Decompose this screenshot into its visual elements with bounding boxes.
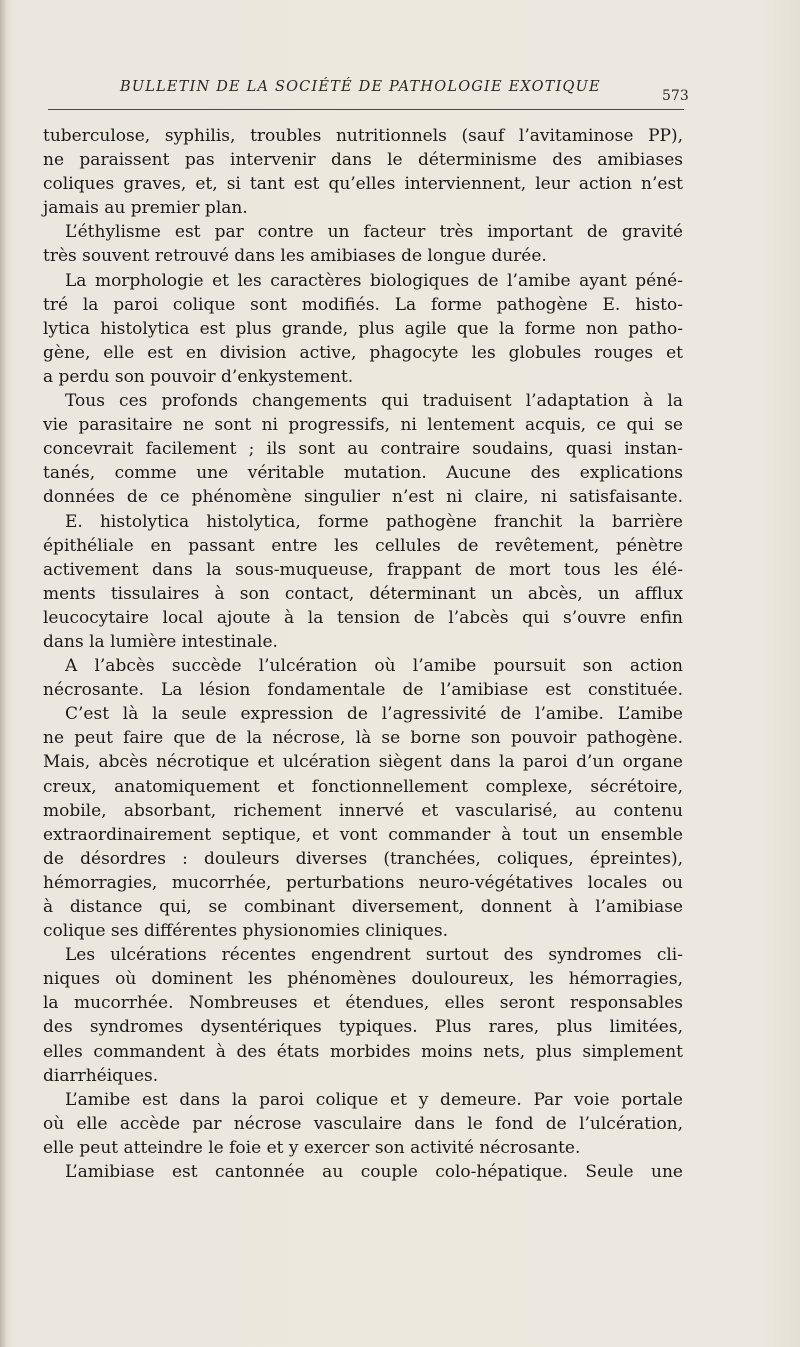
text-line: lytica histolytica est plus grande, plus agile que la forme non patho- bbox=[43, 318, 683, 339]
text-line: A l’abcès succède l’ulcération où l’amibe poursuit son action bbox=[65, 656, 683, 677]
running-head: BULLETIN DE LA SOCIÉTÉ DE PATHOLOGIE EXOTIQUE bbox=[120, 79, 601, 95]
text-line: C’est là la seule expression de l’agressivité de l’amibe. L’amibe bbox=[65, 704, 683, 725]
text-line: épithéliale en passant entre les cellules de revêtement, pénètre bbox=[43, 535, 683, 556]
text-line: Tous ces profonds changements qui traduisent l’adaptation à la bbox=[65, 391, 683, 412]
text-line: très souvent retrouvé dans les amibiases de longue durée. bbox=[43, 246, 547, 267]
text-line: Mais, abcès nécrotique et ulcération siègent dans la paroi d’un organe bbox=[43, 752, 683, 773]
binding-edge bbox=[0, 0, 6, 1347]
text-line: L’éthylisme est par contre un facteur très important de gravité bbox=[65, 222, 683, 243]
page-number: 573 bbox=[662, 88, 689, 104]
text-line: La morphologie et les caractères biologiques de l’amibe ayant péné- bbox=[65, 270, 683, 291]
text-line: des syndromes dysentériques typiques. Plus rares, plus limitées, bbox=[43, 1017, 683, 1038]
text-line: Les ulcérations récentes engendrent surtout des syndromes cli- bbox=[65, 945, 683, 966]
text-line: à distance qui, se combinant diversement, donnent à l’amibiase bbox=[43, 897, 683, 917]
text-line: ments tissulaires à son contact, déterminant un abcès, un afflux bbox=[43, 583, 683, 604]
text-line: tanés, comme une véritable mutation. Aucune des explications bbox=[43, 463, 683, 484]
text-line: mobile, absorbant, richement innervé et vascularisé, au contenu bbox=[43, 800, 683, 821]
text-line: elle peut atteindre le foie et y exercer son activité nécrosante. bbox=[43, 1137, 581, 1158]
text-line: coliques graves, et, si tant est qu’elles interviennent, leur action n’est bbox=[43, 174, 683, 195]
text-line: tré la paroi colique sont modifiés. La forme pathogène E. histo- bbox=[43, 294, 683, 315]
text-line: dans la lumière intestinale. bbox=[43, 631, 278, 652]
text-line: données de ce phénomène singulier n’est ni claire, ni satisfaisante. bbox=[43, 487, 683, 508]
text-line: extraordinairement septique, et vont commander à tout un ensemble bbox=[43, 824, 683, 845]
text-line: gène, elle est en division active, phagocyte les globules rouges et bbox=[43, 342, 683, 363]
text-line: la mucorrhée. Nombreuses et étendues, elles seront responsables bbox=[43, 993, 683, 1014]
text-line: tuberculose, syphilis, troubles nutritionnels (sauf l’avitaminose PP), bbox=[43, 126, 683, 146]
text-line: vie parasitaire ne sont ni progressifs, ni lentement acquis, ce qui se bbox=[43, 415, 683, 436]
text-line: creux, anatomiquement et fonctionnellement complexe, sécrétoire, bbox=[43, 776, 683, 797]
text-line: de désordres : douleurs diverses (tranchées, coliques, épreintes), bbox=[43, 848, 683, 869]
text-line: niques où dominent les phénomènes douloureux, les hémorragies, bbox=[43, 969, 683, 990]
text-line: nécrosante. La lésion fondamentale de l’amibiase est constituée. bbox=[43, 680, 683, 701]
text-line: diarrhéiques. bbox=[43, 1065, 159, 1086]
text-line: activement dans la sous-muqueuse, frappant de mort tous les élé- bbox=[43, 559, 683, 580]
text-line: concevrait facilement ; ils sont au contraire soudains, quasi instan- bbox=[43, 439, 683, 460]
text-line: leucocytaire local ajoute à la tension de l’abcès qui s’ouvre enfin bbox=[43, 607, 683, 628]
text-line: elles commandent à des états morbides moins nets, plus simplement bbox=[43, 1041, 683, 1062]
text-line: ne peut faire que de la nécrose, là se borne son pouvoir pathogène. bbox=[43, 728, 683, 749]
text-line: hémorragies, mucorrhée, perturbations neuro-végétatives locales ou bbox=[43, 872, 683, 893]
text-line: ne paraissent pas intervenir dans le déterminisme des amibiases bbox=[43, 150, 683, 171]
text-line: E. histolytica histolytica, forme pathogène franchit la barrière bbox=[65, 511, 683, 532]
text-line: jamais au premier plan. bbox=[43, 198, 248, 219]
text-line: L’amibe est dans la paroi colique et y demeure. Par voie portale bbox=[65, 1089, 683, 1110]
text-line: colique ses différentes physionomies cliniques. bbox=[43, 921, 449, 942]
header-rule bbox=[48, 109, 684, 110]
text-line: où elle accède par nécrose vasculaire dans le fond de l’ulcération, bbox=[43, 1113, 683, 1134]
text-line: a perdu son pouvoir d’enkystement. bbox=[43, 366, 354, 387]
text-line: L’amibiase est cantonnée au couple colo-hépatique. Seule une bbox=[65, 1162, 683, 1183]
body-text bbox=[43, 124, 683, 1184]
